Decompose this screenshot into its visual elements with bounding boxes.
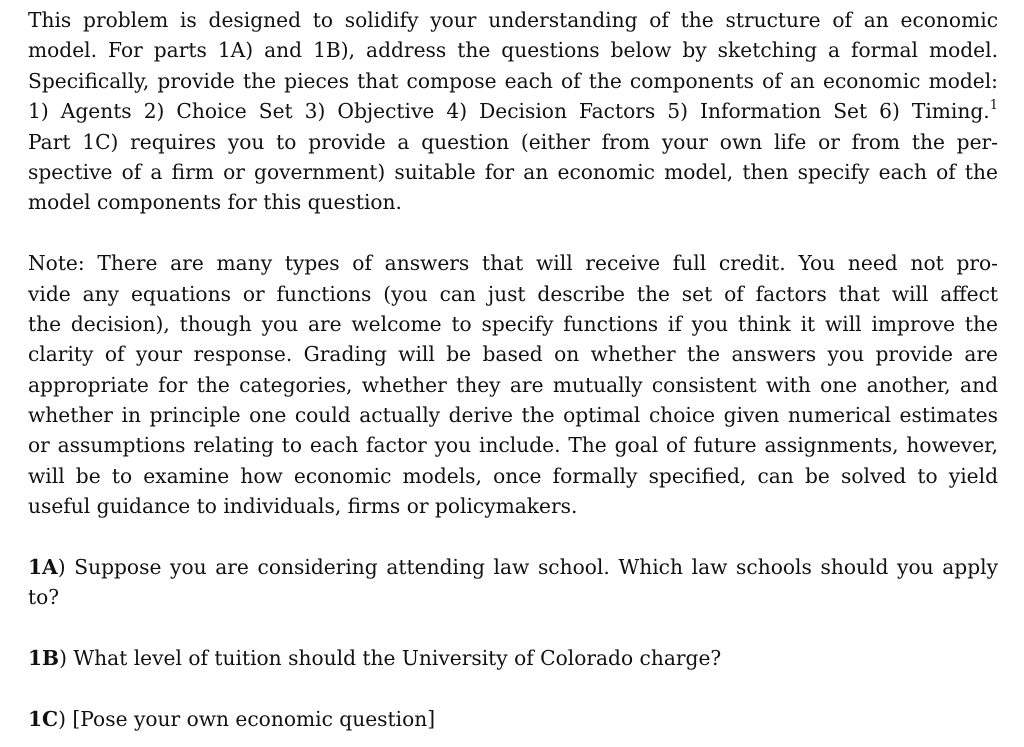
question-text-continued: to? <box>28 585 60 610</box>
question-1b <box>28 643 998 673</box>
text-line: or assumptions relating to each factor you include. The goal of future assignments, however, <box>28 433 998 458</box>
paragraph-spacer <box>28 674 998 704</box>
text-line: model. For parts 1A) and 1B), address the questions below by sketching a formal model. <box>28 38 998 63</box>
text-line: Specifically, provide the pieces that compose each of the components of an economic model: <box>28 68 998 93</box>
text-line: vide any equations or functions (you can just describe the set of factors that will affect <box>28 281 998 306</box>
text-line-with-footnote <box>28 96 998 126</box>
intro-paragraph <box>28 5 998 218</box>
text-line: will be to examine how economic models, once formally specified, can be solved to yield <box>28 463 998 488</box>
paragraph-spacer <box>28 613 998 643</box>
question-text: Suppose you are considering attending law school. Which law schools should you apply <box>74 555 998 580</box>
text-line: Note: There are many types of answers that will receive full credit. You need not pro- <box>28 251 998 276</box>
text-line: useful guidance to individuals, firms or policymakers. <box>28 494 578 519</box>
footnote-mark: 1 <box>989 98 998 114</box>
text-line: spective of a firm or government) suitable for an economic model, then specify each of the <box>28 159 998 184</box>
question-label: 1C <box>28 706 59 731</box>
problem-document <box>28 5 998 734</box>
paragraph-spacer <box>28 522 998 552</box>
question-text: [Pose your own economic question] <box>72 706 436 731</box>
question-label: 1B <box>28 646 60 671</box>
question-text: What level of tuition should the University of Colorado charge? <box>73 646 722 671</box>
text-line: appropriate for the categories, whether they are mutually consistent with one another, and <box>28 372 998 397</box>
text-line: model components for this question. <box>28 190 402 215</box>
question-1a <box>28 552 998 613</box>
question-1c <box>28 704 998 734</box>
text-line: whether in principle one could actually derive the optimal choice given numerical estimates <box>28 403 998 428</box>
question-line: 1C) [Pose your own economic question] <box>28 706 436 731</box>
text-line: clarity of your response. Grading will be based on whether the answers you provide are <box>28 342 998 367</box>
question-label: 1A <box>28 555 58 580</box>
paragraph-spacer <box>28 218 998 248</box>
question-line: 1A) Suppose you are considering attending law school. Which law schools should you apply <box>28 555 998 580</box>
question-line: 1B) What level of tuition should the University of Colorado charge? <box>28 646 722 671</box>
text-line: Part 1C) requires you to provide a question (either from your own life or from the per- <box>28 129 998 154</box>
text-line: This problem is designed to solidify your understanding of the structure of an economic <box>28 8 998 32</box>
text-line: the decision), though you are welcome to specify functions if you think it will improve the <box>28 311 998 336</box>
text-line: 1) Agents 2) Choice Set 3) Objective 4) Decision Factors 5) Information Set 6) Timing. <box>28 99 990 124</box>
note-paragraph <box>28 248 998 522</box>
